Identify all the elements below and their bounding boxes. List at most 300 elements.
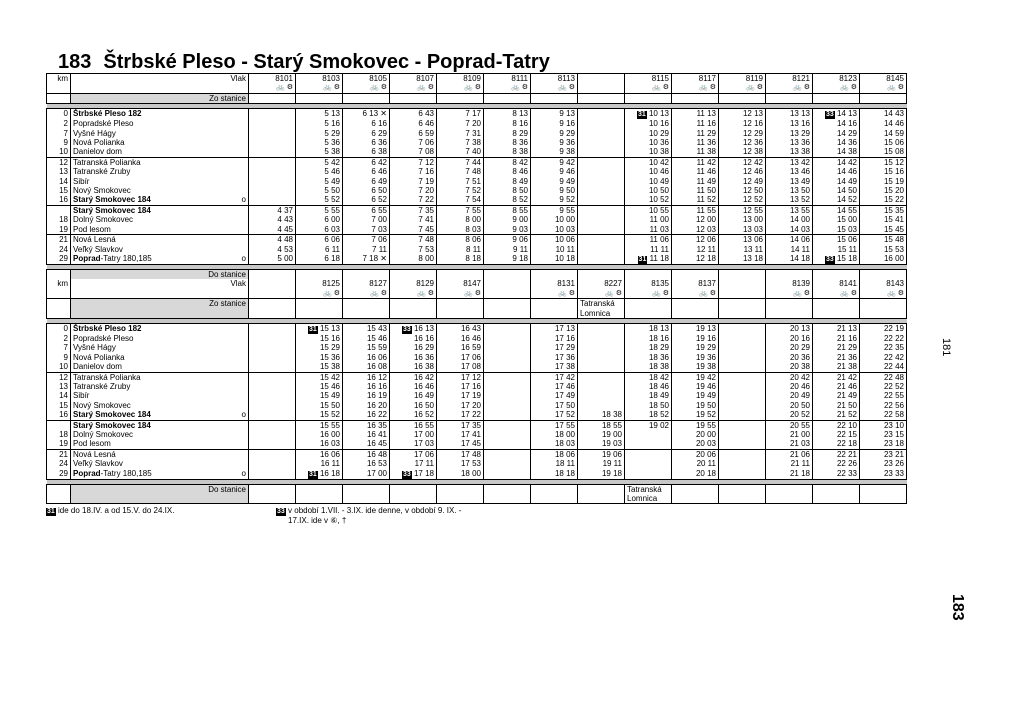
train-number xyxy=(484,74,531,94)
train-number-label: 8103 xyxy=(322,74,340,83)
departure-time: 20 36 xyxy=(766,353,813,362)
departure-time: 15 00 xyxy=(813,215,860,224)
km-cell xyxy=(47,93,71,103)
station-row xyxy=(47,334,907,343)
from-station-cell xyxy=(437,299,484,319)
departure-time xyxy=(249,459,296,468)
departure-time: 19 02 xyxy=(625,420,672,430)
departure-time: 10 38 xyxy=(625,147,672,157)
station-row xyxy=(47,167,907,176)
departure-time: 13 49 xyxy=(766,177,813,186)
train-number xyxy=(343,74,390,94)
departure-time: 12 03 xyxy=(672,225,719,235)
departure-time: 5 55 xyxy=(296,205,343,215)
from-station-cell xyxy=(860,93,907,103)
station-name: Poprad-Tatry 180,185 o xyxy=(71,469,249,480)
departure-time xyxy=(249,439,296,449)
to-station-cell xyxy=(766,269,813,279)
note-badge: 33 xyxy=(825,255,834,263)
bicycle-icon: 🚲 ⚙ xyxy=(887,289,904,297)
departure-time xyxy=(484,420,531,430)
departure-time: 18 49 xyxy=(625,391,672,400)
bicycle-icon: 🚲 ⚙ xyxy=(840,289,857,297)
station-row xyxy=(47,372,907,382)
departure-time xyxy=(249,129,296,138)
departure-time: 11 49 xyxy=(672,177,719,186)
departure-time: 5 46 xyxy=(296,167,343,176)
bicycle-icon: 🚲 ⚙ xyxy=(605,289,622,297)
departure-time: 12 38 xyxy=(719,147,766,157)
station-row xyxy=(47,449,907,459)
departure-time: 16 12 xyxy=(343,372,390,382)
km-value: 24 xyxy=(47,245,71,254)
to-station-cell: Tatranská Lomnica xyxy=(625,484,672,504)
from-station-cell xyxy=(296,299,343,319)
departure-time: 7 35 xyxy=(390,205,437,215)
train-number xyxy=(437,279,484,298)
station-name: Popradské Pleso xyxy=(71,334,249,343)
station-name: Veľký Slavkov xyxy=(71,245,249,254)
departure-time: 7 44 xyxy=(437,157,484,167)
to-station-cell xyxy=(625,269,672,279)
train-number xyxy=(625,279,672,298)
departure-time: 21 46 xyxy=(813,382,860,391)
departure-time: 11 36 xyxy=(672,138,719,147)
from-station-cell xyxy=(296,93,343,103)
departure-time: 17 45 xyxy=(437,439,484,449)
departure-time: 17 36 xyxy=(531,353,578,362)
departure-time: 11 11 xyxy=(625,245,672,254)
departure-time: 4 53 xyxy=(249,245,296,254)
departure-time: 10 49 xyxy=(625,177,672,186)
km-header: km xyxy=(47,74,71,94)
departure-time: 22 19 xyxy=(860,323,907,334)
departure-time: 13 42 xyxy=(766,157,813,167)
departure-time: 21 42 xyxy=(813,372,860,382)
train-number xyxy=(766,74,813,94)
station-name: Vyšné Hágy xyxy=(71,343,249,352)
train-header-label: Vlak xyxy=(71,74,249,94)
from-station-cell xyxy=(766,299,813,319)
train-number-label: 8125 xyxy=(322,279,340,289)
departure-time: 7 52 xyxy=(437,186,484,195)
departure-time: 11 50 xyxy=(672,186,719,195)
departure-time: 15 52 xyxy=(296,410,343,420)
departure-time: 22 35 xyxy=(860,343,907,352)
legend-item-31 xyxy=(46,506,174,516)
departure-time: 16 29 xyxy=(390,343,437,352)
bicycle-icon: 🚲 ⚙ xyxy=(652,84,669,92)
departure-time: 13 11 xyxy=(719,245,766,254)
departure-time: 13 00 xyxy=(719,215,766,224)
departure-time: 18 00 xyxy=(437,469,484,480)
to-station-cell xyxy=(578,269,625,279)
station-row xyxy=(47,391,907,400)
to-station-cell xyxy=(343,484,390,504)
departure-time: 7 12 xyxy=(390,157,437,167)
station-row xyxy=(47,225,907,235)
departure-time: 19 13 xyxy=(672,323,719,334)
departure-time xyxy=(249,147,296,157)
departure-time: 16 53 xyxy=(343,459,390,468)
departure-time: 11 03 xyxy=(625,225,672,235)
legend-item-33 xyxy=(276,506,463,526)
from-station-cell xyxy=(249,93,296,103)
station-name: Nový Smokovec xyxy=(71,186,249,195)
from-station-cell xyxy=(860,299,907,319)
departure-time xyxy=(625,449,672,459)
to-station-cell xyxy=(672,269,719,279)
departure-time: 8 03 xyxy=(437,225,484,235)
departure-time: 16 45 xyxy=(343,439,390,449)
departure-time: 20 18 xyxy=(672,469,719,480)
note-badge: 31 xyxy=(308,470,317,478)
departure-time: 7 17 xyxy=(437,109,484,120)
departure-time: 17 41 xyxy=(437,430,484,439)
page-title xyxy=(58,51,550,74)
station-row xyxy=(47,430,907,439)
train-number-label: 8111 xyxy=(511,74,528,83)
bicycle-icon: 🚲 ⚙ xyxy=(558,289,575,297)
timetable xyxy=(46,73,907,504)
to-station-cell xyxy=(437,484,484,504)
train-number-row xyxy=(47,279,907,298)
departure-time xyxy=(719,410,766,420)
legend-text-33: v období 1.VII. - 3.IX. ide denne, v období 9. IX. - 17.IX. ide v ⑥, † xyxy=(288,506,462,525)
train-number-label: 8129 xyxy=(416,279,434,289)
departure-time: 12 46 xyxy=(719,167,766,176)
departure-time xyxy=(719,449,766,459)
departure-time xyxy=(578,138,625,147)
departure-time: 16 43 xyxy=(437,323,484,334)
to-station-cell xyxy=(343,269,390,279)
km-value: 16 xyxy=(47,195,71,205)
train-number xyxy=(719,279,766,298)
from-station-cell xyxy=(343,93,390,103)
departure-time xyxy=(484,343,531,352)
departure-time: 17 03 xyxy=(390,439,437,449)
departure-time xyxy=(578,215,625,224)
to-station-cell xyxy=(813,269,860,279)
departure-time: 20 55 xyxy=(766,420,813,430)
bicycle-icon: 🚲 ⚙ xyxy=(840,84,857,92)
train-number xyxy=(578,74,625,94)
departure-time: 16 55 xyxy=(390,420,437,430)
departure-time: 8 55 xyxy=(484,205,531,215)
departure-time: 12 11 xyxy=(672,245,719,254)
departure-time xyxy=(249,469,296,480)
departure-time: 16 46 xyxy=(390,382,437,391)
to-station-row xyxy=(47,269,907,279)
departure-time: 6 50 xyxy=(343,186,390,195)
departure-time: 8 42 xyxy=(484,157,531,167)
departure-time xyxy=(578,235,625,245)
from-station-cell xyxy=(437,93,484,103)
departure-time: 7 20 xyxy=(437,119,484,128)
departure-time: 7 48 xyxy=(390,235,437,245)
departure-time: 16 00 xyxy=(860,254,907,265)
station-row xyxy=(47,138,907,147)
station-name: Sibír xyxy=(71,177,249,186)
train-number xyxy=(343,279,390,298)
departure-time: 6 13 ✕ xyxy=(343,109,390,120)
departure-time: 8 13 xyxy=(484,109,531,120)
departure-time xyxy=(484,323,531,334)
departure-time: 22 18 xyxy=(813,439,860,449)
departure-time xyxy=(578,177,625,186)
station-name: Dolný Smokovec xyxy=(71,215,249,224)
train-number-label: 8117 xyxy=(698,74,716,83)
departure-time: 9 11 xyxy=(484,245,531,254)
departure-time: 17 12 xyxy=(437,372,484,382)
train-number xyxy=(860,279,907,298)
departure-time: 14 38 xyxy=(813,147,860,157)
departure-time xyxy=(249,195,296,205)
departure-time: 20 50 xyxy=(766,401,813,410)
station-row xyxy=(47,353,907,362)
departure-time xyxy=(578,401,625,410)
departure-time: 16 38 xyxy=(390,362,437,372)
departure-time: 9 13 xyxy=(531,109,578,120)
departure-time: 19 11 xyxy=(578,459,625,468)
departure-time xyxy=(578,245,625,254)
departure-time: 8 50 xyxy=(484,186,531,195)
departure-time: 9 06 xyxy=(484,235,531,245)
departure-time: 22 26 xyxy=(813,459,860,468)
departure-time: 8 11 xyxy=(437,245,484,254)
departure-time: 12 13 xyxy=(719,109,766,120)
departure-time: 7 40 xyxy=(437,147,484,157)
departure-time: 12 52 xyxy=(719,195,766,205)
departure-time: 14 50 xyxy=(813,186,860,195)
departure-time: 14 06 xyxy=(766,235,813,245)
departure-time: 9 03 xyxy=(484,225,531,235)
station-row xyxy=(47,420,907,430)
departure-time: 14 49 xyxy=(813,177,860,186)
train-number-label: 8101 xyxy=(275,74,293,83)
departure-time: 21 13 xyxy=(813,323,860,334)
departure-time: 7 16 xyxy=(390,167,437,176)
departure-time: 13 06 xyxy=(719,235,766,245)
departure-time: 7 18 ✕ xyxy=(343,254,390,265)
departure-time: 12 42 xyxy=(719,157,766,167)
to-station-cell xyxy=(719,269,766,279)
station-name: Danielov dom xyxy=(71,362,249,372)
departure-time: 17 00 xyxy=(343,469,390,480)
km-value: 9 xyxy=(47,138,71,147)
departure-time: 11 46 xyxy=(672,167,719,176)
to-station-cell xyxy=(813,484,860,504)
station-row xyxy=(47,119,907,128)
departure-time: 31 11 18 xyxy=(625,254,672,265)
departure-time: 9 00 xyxy=(484,215,531,224)
departure-time: 22 42 xyxy=(860,353,907,362)
departure-time: 17 50 xyxy=(531,401,578,410)
departure-time xyxy=(578,129,625,138)
departure-time: 19 46 xyxy=(672,382,719,391)
departure-time: 21 18 xyxy=(766,469,813,480)
departure-time: 15 16 xyxy=(860,167,907,176)
bicycle-icon: 🚲 ⚙ xyxy=(276,84,293,92)
departure-time: 15 55 xyxy=(296,420,343,430)
departure-time: 11 13 xyxy=(672,109,719,120)
departure-time: 18 38 xyxy=(578,410,625,420)
departure-time: 33 15 18 xyxy=(813,254,860,265)
train-number-label: 8145 xyxy=(886,74,904,83)
departure-time: 11 00 xyxy=(625,215,672,224)
departure-time: 9 29 xyxy=(531,129,578,138)
from-station-cell xyxy=(531,299,578,319)
departure-time: 16 41 xyxy=(343,430,390,439)
departure-time: 15 53 xyxy=(860,245,907,254)
departure-time: 11 16 xyxy=(672,119,719,128)
from-station-cell xyxy=(813,299,860,319)
departure-time: 9 16 xyxy=(531,119,578,128)
bicycle-icon: 🚲 ⚙ xyxy=(417,84,434,92)
departure-time xyxy=(484,439,531,449)
km-value: 14 xyxy=(47,177,71,186)
from-station-cell xyxy=(390,93,437,103)
table-number: 183 xyxy=(58,51,92,73)
to-station-cell xyxy=(860,484,907,504)
departure-time: 7 38 xyxy=(437,138,484,147)
departure-time: 14 00 xyxy=(766,215,813,224)
departure-time: 10 50 xyxy=(625,186,672,195)
departure-time: 17 16 xyxy=(437,382,484,391)
departure-time: 8 52 xyxy=(484,195,531,205)
departure-time: 5 50 xyxy=(296,186,343,195)
station-row xyxy=(47,382,907,391)
departure-time: 21 16 xyxy=(813,334,860,343)
station-row xyxy=(47,186,907,195)
departure-time: 19 00 xyxy=(578,430,625,439)
departure-time: 18 46 xyxy=(625,382,672,391)
departure-time: 17 00 xyxy=(390,430,437,439)
km-value: 9 xyxy=(47,353,71,362)
departure-time: 21 52 xyxy=(813,410,860,420)
departure-time xyxy=(719,401,766,410)
departure-time: 5 52 xyxy=(296,195,343,205)
km-value: 10 xyxy=(47,147,71,157)
departure-time: 6 46 xyxy=(390,119,437,128)
departure-time: 17 38 xyxy=(531,362,578,372)
to-station-cell xyxy=(390,269,437,279)
departure-time xyxy=(578,186,625,195)
station-row xyxy=(47,129,907,138)
departure-time: 13 38 xyxy=(766,147,813,157)
departure-time: 19 18 xyxy=(578,469,625,480)
station-row xyxy=(47,362,907,372)
bicycle-icon: 🚲 ⚙ xyxy=(370,84,387,92)
departure-time xyxy=(249,430,296,439)
station-name: Tatranská Polianka xyxy=(71,157,249,167)
bicycle-icon: 🚲 ⚙ xyxy=(370,289,387,297)
station-row xyxy=(47,254,907,265)
departure-time: 6 46 xyxy=(343,167,390,176)
departure-time: 31 16 18 xyxy=(296,469,343,480)
from-station-cell xyxy=(531,93,578,103)
departure-time: 16 48 xyxy=(343,449,390,459)
departure-time: 13 29 xyxy=(766,129,813,138)
departure-time: 15 42 xyxy=(296,372,343,382)
departure-time xyxy=(249,382,296,391)
departure-time: 6 00 xyxy=(296,215,343,224)
departure-time: 9 42 xyxy=(531,157,578,167)
to-station-cell xyxy=(766,484,813,504)
bicycle-icon: 🚲 ⚙ xyxy=(793,289,810,297)
from-station-cell xyxy=(719,93,766,103)
departure-time: 11 29 xyxy=(672,129,719,138)
departure-time: 14 59 xyxy=(860,129,907,138)
departure-time xyxy=(249,372,296,382)
departure-time xyxy=(578,353,625,362)
departure-time: 20 52 xyxy=(766,410,813,420)
departure-time: 11 52 xyxy=(672,195,719,205)
departure-time xyxy=(719,382,766,391)
departure-time: 16 35 xyxy=(343,420,390,430)
departure-time: 18 42 xyxy=(625,372,672,382)
departure-time: 8 00 xyxy=(437,215,484,224)
departure-time: 9 18 xyxy=(484,254,531,265)
km-value: 12 xyxy=(47,372,71,382)
departure-time: 17 53 xyxy=(437,459,484,468)
departure-time: 4 45 xyxy=(249,225,296,235)
to-station-cell xyxy=(719,484,766,504)
departure-time: 21 36 xyxy=(813,353,860,362)
departure-time xyxy=(484,449,531,459)
station-name: Veľký Slavkov xyxy=(71,459,249,468)
note-badge: 33 xyxy=(402,470,411,478)
km-value: 7 xyxy=(47,343,71,352)
station-name: Popradské Pleso xyxy=(71,119,249,128)
km-value: 15 xyxy=(47,186,71,195)
to-station-cell xyxy=(437,269,484,279)
departure-time xyxy=(249,109,296,120)
departure-time: 10 06 xyxy=(531,235,578,245)
departure-time: 18 50 xyxy=(625,401,672,410)
departure-time: 15 50 xyxy=(296,401,343,410)
departure-time: 19 03 xyxy=(578,439,625,449)
to-station-cell xyxy=(296,484,343,504)
departure-time: 6 43 xyxy=(390,109,437,120)
departure-time: 20 16 xyxy=(766,334,813,343)
departure-time: 7 20 xyxy=(390,186,437,195)
departure-time: 18 55 xyxy=(578,420,625,430)
departure-time: 16 52 xyxy=(390,410,437,420)
to-station-cell xyxy=(390,484,437,504)
to-station-row xyxy=(47,484,907,504)
departure-time: 8 29 xyxy=(484,129,531,138)
departure-time: 16 59 xyxy=(437,343,484,352)
departure-time: 15 46 xyxy=(343,334,390,343)
departure-time: 12 49 xyxy=(719,177,766,186)
departure-time: 15 19 xyxy=(860,177,907,186)
arrival-marker: o xyxy=(241,253,246,263)
departure-time: 15 38 xyxy=(296,362,343,372)
departure-time: 22 44 xyxy=(860,362,907,372)
to-station-cell xyxy=(249,484,296,504)
departure-time: 20 42 xyxy=(766,372,813,382)
departure-time: 14 46 xyxy=(860,119,907,128)
departure-time: 15 41 xyxy=(860,215,907,224)
route-name: Štrbské Pleso - Starý Smokovec - Poprad-Tatry xyxy=(103,51,550,73)
departure-time: 10 11 xyxy=(531,245,578,254)
departure-time: 22 56 xyxy=(860,401,907,410)
departure-time xyxy=(625,469,672,480)
departure-time: 12 50 xyxy=(719,186,766,195)
note-badge: 31 xyxy=(637,111,646,119)
departure-time xyxy=(249,391,296,400)
